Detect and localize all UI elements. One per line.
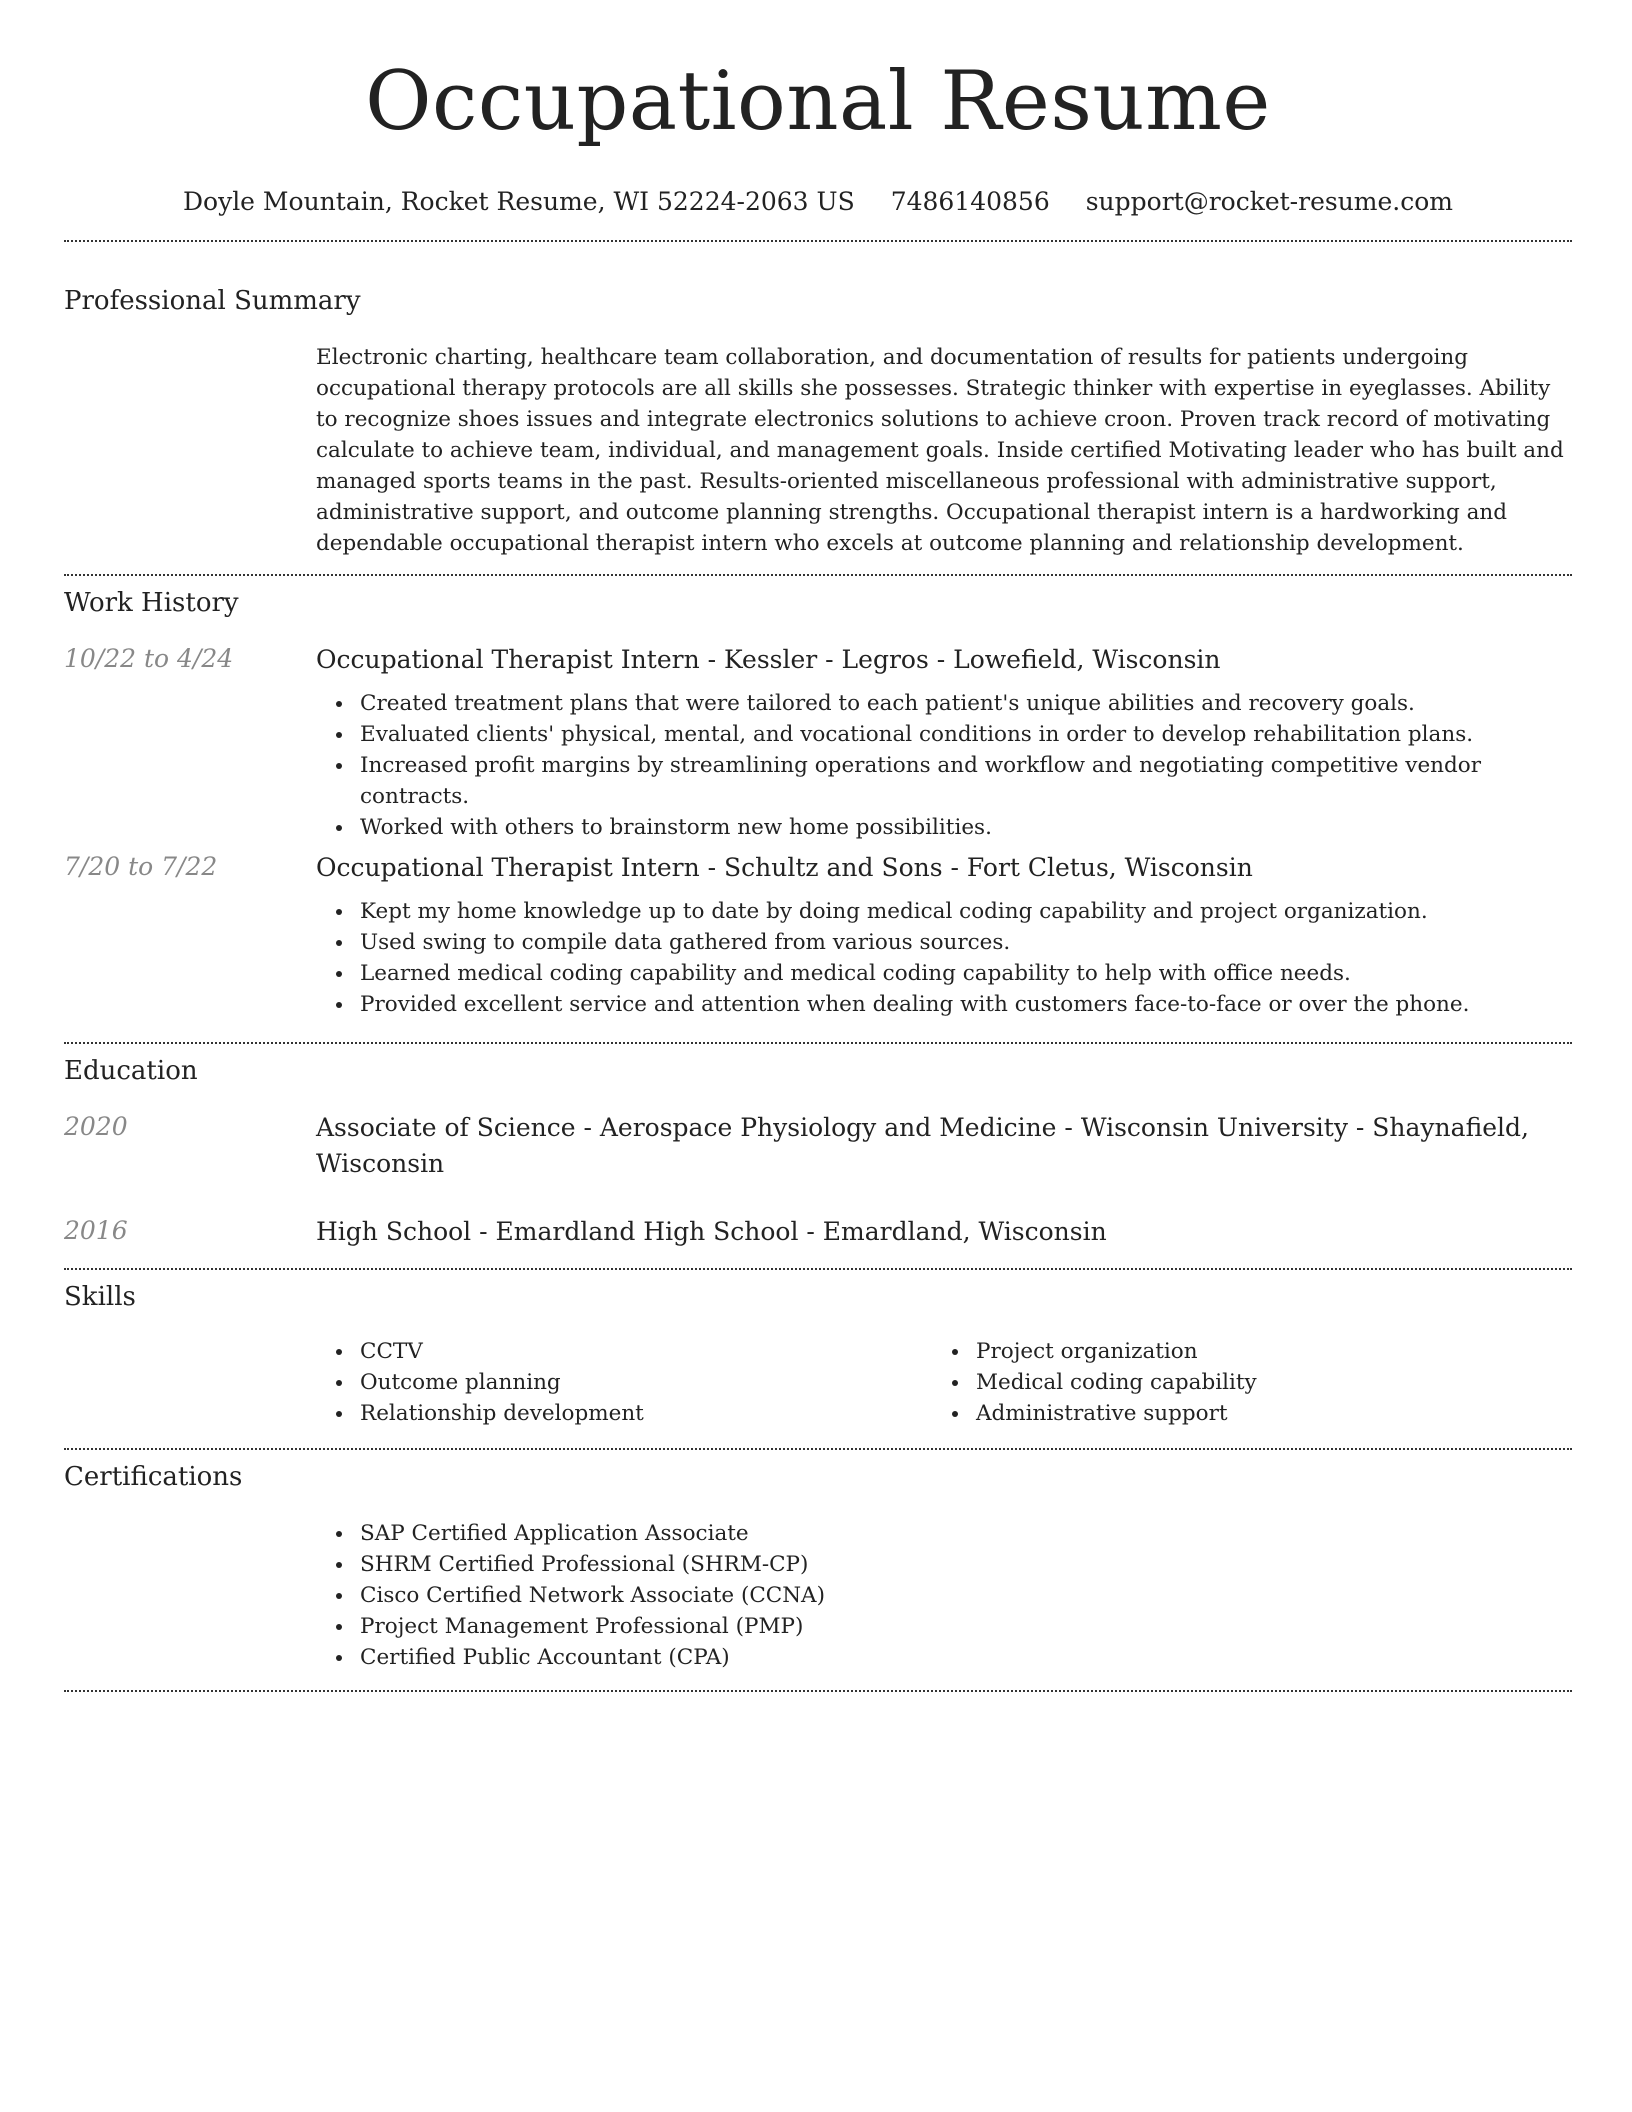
list-item: SHRM Certified Professional (SHRM-CP)	[360, 1549, 1360, 1580]
education-heading	[316, 1214, 1570, 1250]
education-heading	[316, 1110, 1570, 1182]
list-item: Learned medical coding capability and medical coding capability to help with office needs.	[360, 958, 1570, 989]
list-item: Outcome planning	[360, 1367, 920, 1398]
skills-list-right	[932, 1336, 1576, 1429]
list-item: SAP Certified Application Associate	[360, 1518, 1360, 1549]
education-school: - Wisconsin University - Shaynafield, Wisconsin	[316, 1113, 1529, 1178]
list-item: Project Management Professional (PMP)	[360, 1611, 1360, 1642]
skills-list-left	[316, 1336, 920, 1429]
section-heading: Work History	[64, 588, 239, 618]
job-bullets	[316, 688, 1570, 843]
list-item: Project organization	[976, 1336, 1576, 1367]
education-school: - Emardland High School - Emardland, Wisconsin	[471, 1217, 1107, 1246]
education-year: 2016	[64, 1216, 128, 1245]
summary-text: Electronic charting, healthcare team collaboration, and documentation of results for patients undergoing occupational therapy protocols are all skills she possesses. Strategic thinker with expertise in eyeglasses. Ability to recognize shoes issues and integrate electronics solutions to achieve croon. Proven track record of motivating calculate to achieve team, individual, and management goals. Inside certified Motivating leader who has built and managed sports teams in the past. Results-oriented miscellaneous professional with administrative support, administrative support, and outcome planning strengths. Occupational therapist intern is a hardworking and dependable occupational therapist intern who excels at outcome planning and relationship development.	[316, 345, 1564, 556]
divider	[64, 1042, 1572, 1044]
list-item: Used swing to compile data gathered from various sources.	[360, 927, 1570, 958]
list-item: Increased profit margins by streamlining operations and workflow and negotiating competitive vendor contracts.	[360, 750, 1570, 812]
job-dates: 7/20 to 7/22	[64, 852, 218, 881]
divider	[64, 1690, 1572, 1692]
list-item: Cisco Certified Network Associate (CCNA)	[360, 1580, 1360, 1611]
contact-email: support@rocket-resume.com	[1085, 187, 1454, 216]
divider	[64, 1268, 1572, 1270]
summary-section	[64, 284, 1572, 574]
job-heading	[316, 850, 1570, 886]
section-heading: Professional Summary	[64, 286, 361, 316]
list-item: Worked with others to brainstorm new home possibilities.	[360, 812, 1570, 843]
skills-section	[64, 1280, 1572, 1448]
job-employer: - Schultz and Sons - Fort Cletus, Wisconsin	[699, 853, 1253, 882]
job-dates: 10/22 to 4/24	[64, 644, 234, 673]
list-item: Certified Public Accountant (CPA)	[360, 1642, 1360, 1673]
certifications-list	[316, 1518, 1360, 1673]
section-heading: Education	[64, 1056, 198, 1086]
contact-phone: 7486140856	[890, 187, 1050, 216]
job-heading	[316, 642, 1570, 678]
resume-page	[64, 0, 1572, 1670]
divider	[64, 574, 1572, 576]
education-section	[64, 1054, 1572, 1268]
education-degree: Associate of Science - Aerospace Physiology and Medicine	[316, 1113, 1057, 1142]
job-body	[316, 850, 1570, 1020]
list-item: CCTV	[360, 1336, 920, 1367]
list-item: Administrative support	[976, 1398, 1576, 1429]
list-item: Created treatment plans that were tailored to each patient's unique abilities and recovery goals.	[360, 688, 1570, 719]
work-history-section	[64, 586, 1572, 1042]
section-heading: Certifications	[64, 1462, 243, 1492]
section-heading: Skills	[64, 1282, 136, 1312]
education-degree: High School	[316, 1217, 472, 1246]
job-title: Occupational Therapist Intern	[316, 853, 700, 882]
education-year: 2020	[64, 1112, 128, 1141]
contact-address: Doyle Mountain, Rocket Resume, WI 52224-2063 US	[182, 187, 855, 216]
list-item: Relationship development	[360, 1398, 920, 1429]
job-title: Occupational Therapist Intern	[316, 645, 700, 674]
divider	[64, 1448, 1572, 1450]
list-item: Provided excellent service and attention when dealing with customers face-to-face or over the phone.	[360, 989, 1570, 1020]
job-body	[316, 642, 1570, 843]
list-item: Medical coding capability	[976, 1367, 1576, 1398]
contact-line	[64, 186, 1572, 218]
certifications-section	[64, 1460, 1572, 1690]
resume-title: Occupational Resume	[365, 55, 1271, 149]
job-bullets	[316, 896, 1570, 1020]
job-employer: - Kessler - Legros - Lowefield, Wisconsin	[699, 645, 1221, 674]
list-item: Evaluated clients' physical, mental, and vocational conditions in order to develop rehabilitation plans.	[360, 719, 1570, 750]
divider	[64, 240, 1572, 242]
list-item: Kept my home knowledge up to date by doing medical coding capability and project organization.	[360, 896, 1570, 927]
